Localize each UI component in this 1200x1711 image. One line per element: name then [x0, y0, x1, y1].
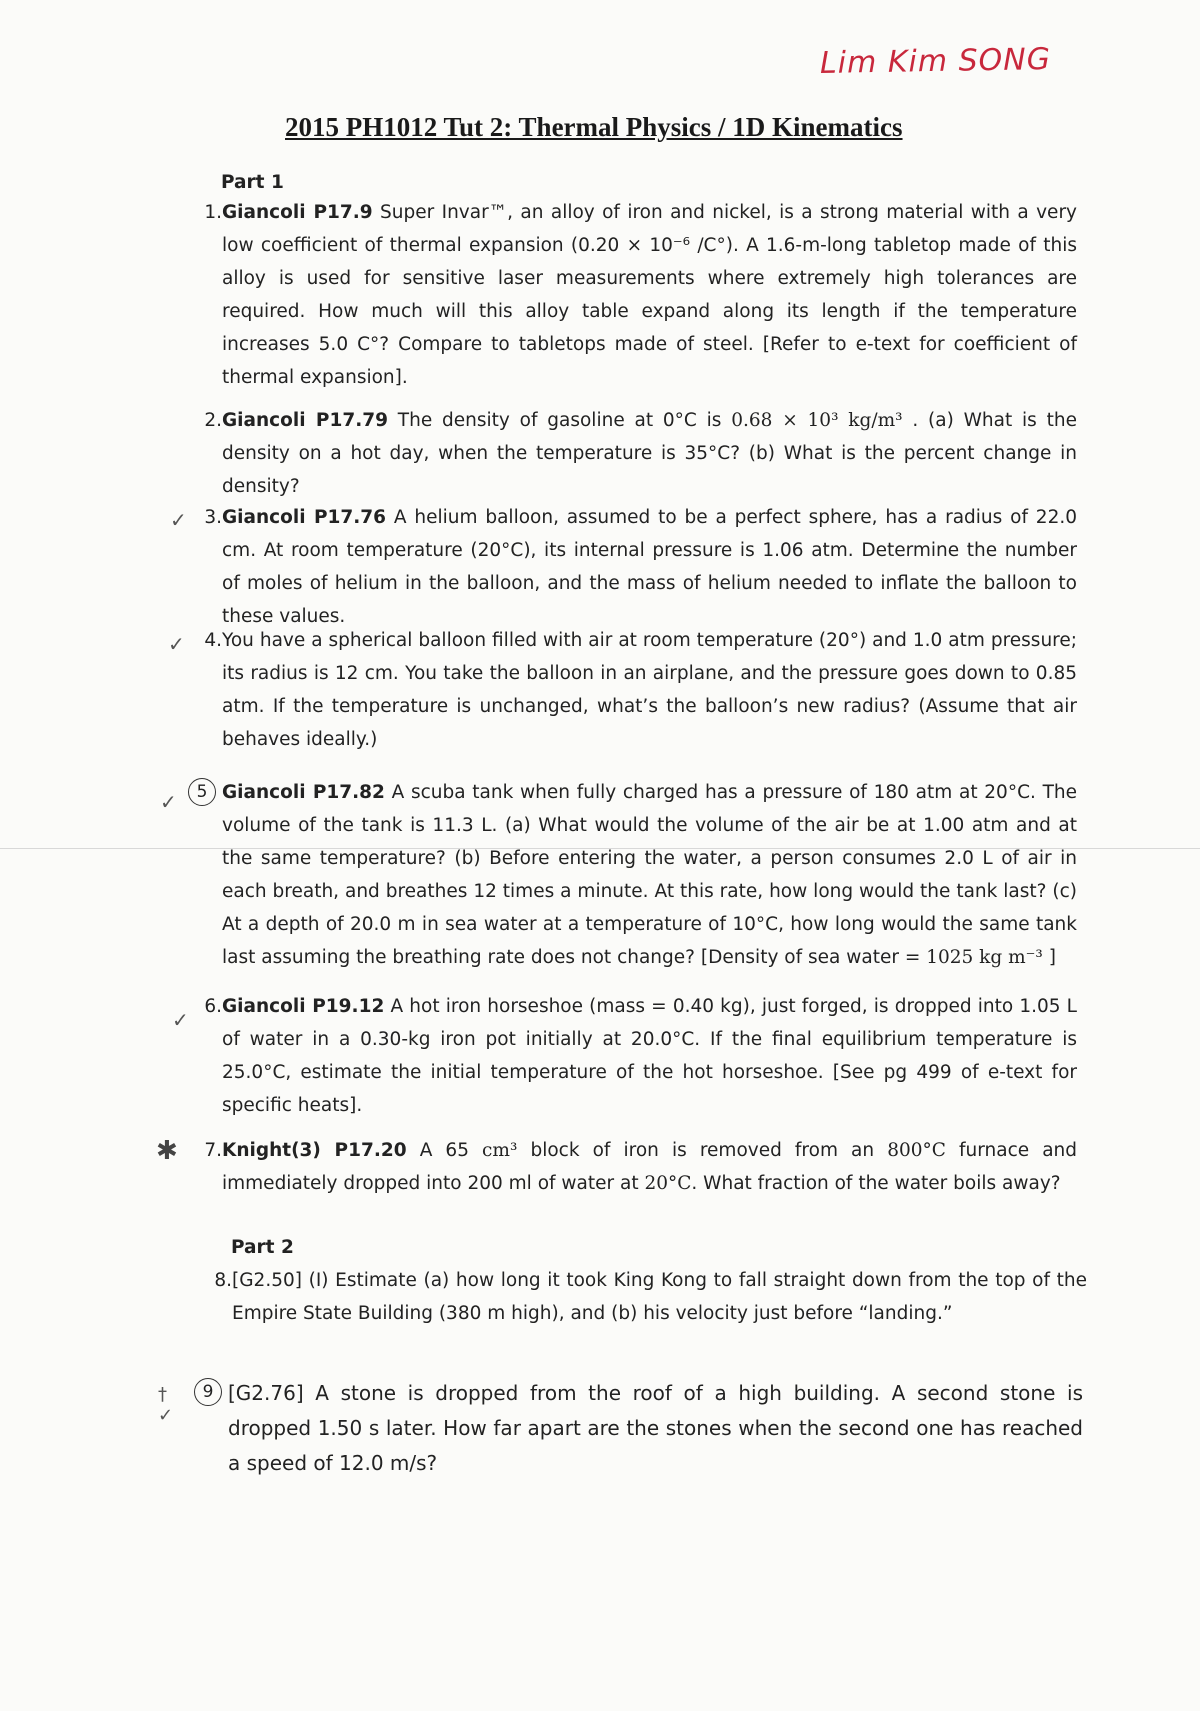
- checkmark-icon: ✓: [168, 632, 185, 656]
- problem-5: [182, 776, 1077, 974]
- problem-body: furnace and immediately dropped into 200 ml of water at: [222, 1140, 1078, 1194]
- problem-body: [G2.76] A stone is dropped from the roof of a high building. A second stone is dropped 1.50 s later. How far apart are the stones when the second one has reached a speed of 12.0 m/s?: [228, 1381, 1083, 1475]
- problem-7: [182, 1134, 1077, 1200]
- problem-text: [228, 1376, 1083, 1481]
- problem-body: ]: [1042, 947, 1056, 968]
- circled-number-icon: 5: [188, 778, 216, 806]
- problem-number: 3.: [204, 507, 222, 528]
- part1-heading: Part 1: [221, 172, 284, 193]
- problem-text: [222, 990, 1077, 1122]
- problem-number: 2.: [204, 410, 222, 431]
- problem-reference: Giancoli P17.9: [222, 202, 373, 223]
- problem-4: [182, 624, 1077, 756]
- asterisk-mark-icon: ✱: [156, 1136, 178, 1166]
- problem-body: You have a spherical balloon filled with air at room temperature (20°) and 1.0 atm pressure; its radius is 12 cm. You take the balloon in an airplane, and the pressure goes down to 0.85 atm. If the temperature is unchanged, what’s the balloon’s new radius? (Assume that air behaves ideally.): [222, 630, 1077, 750]
- problem-3: [182, 501, 1077, 633]
- math-expression: 800°C: [887, 1140, 946, 1161]
- problem-text: [222, 1134, 1077, 1200]
- problem-6: [182, 990, 1077, 1122]
- checkmark-icon: ✓: [170, 508, 187, 532]
- problem-body: block of iron is removed from an: [517, 1140, 888, 1161]
- checkmark-icon: ✓: [172, 1008, 189, 1032]
- problem-reference: Giancoli P19.12: [222, 996, 385, 1017]
- problem-body: The density of gasoline at 0°C is: [387, 410, 732, 431]
- problem-number: 8.: [214, 1270, 232, 1291]
- problem-text: [222, 196, 1077, 394]
- problem-body: . What fraction of the water boils away?: [691, 1173, 1061, 1194]
- math-expression: 0.68 × 10³ kg/m³: [731, 410, 903, 431]
- problem-reference: Giancoli P17.76: [222, 507, 387, 528]
- problem-text: [222, 624, 1077, 756]
- math-expression: 1025 kg m⁻³: [926, 947, 1043, 968]
- math-expression: 20°C: [644, 1173, 692, 1194]
- problem-body: A scuba tank when fully charged has a pressure of 180 atm at 20°C. The volume of the tank is 11.3 L. (a) What would the volume of the air be at 1.00 atm and at the same temperature? (b) Before entering the water, a person consumes 2.0 L of air in each breath, and breathes 12 times a minute. At this rate, how long would the tank last? (c) At a depth of 20.0 m in sea water at a temperature of 10°C, how long would the same tank last assuming the breathing rate does not change? [Density of sea water =: [222, 782, 1077, 968]
- problem-reference: Knight(3) P17.20: [222, 1140, 407, 1161]
- problem-number: 1.: [204, 202, 222, 223]
- problem-body: A helium balloon, assumed to be a perfect sphere, has a radius of 22.0 cm. At room temperature (20°C), its internal pressure is 1.06 atm. Determine the number of moles of helium in the balloon, and the mass of helium needed to inflate the balloon to these values.: [222, 507, 1077, 627]
- part2-heading: Part 2: [231, 1237, 294, 1258]
- handwritten-signature: Lim Kim SONG: [819, 41, 1052, 82]
- problem-2: [182, 404, 1077, 503]
- problem-9: [188, 1376, 1083, 1481]
- problem-1: [182, 196, 1077, 394]
- problem-text: [232, 1264, 1087, 1330]
- problem-reference: Giancoli P17.79: [222, 410, 388, 431]
- problem-reference: Giancoli P17.82: [222, 782, 385, 803]
- problem-body: A 65: [406, 1140, 483, 1161]
- circled-number-icon: 9: [194, 1378, 222, 1406]
- problem-body: A hot iron horseshoe (mass = 0.40 kg), just forged, is dropped into 1.05 L of water in a 0.30-kg iron pot initially at 20.0°C. If the final equilibrium temperature is 25.0°C, estimate the initial temperature of the hot horseshoe. [See pg 499 of e-text for specific heats].: [222, 996, 1077, 1116]
- problem-text: [222, 501, 1077, 633]
- document-title: 2015 PH1012 Tut 2: Thermal Physics / 1D Kinematics: [285, 112, 903, 142]
- handwritten-mark-icon: † ✓: [158, 1384, 174, 1426]
- problem-number: 4.: [204, 630, 222, 651]
- checkmark-icon: ✓: [160, 790, 177, 814]
- problem-text: [222, 776, 1077, 974]
- problem-text: [222, 404, 1077, 503]
- problem-number: 7.: [204, 1140, 222, 1161]
- math-expression: cm³: [482, 1140, 518, 1161]
- problem-number: 6.: [204, 996, 222, 1017]
- problem-body: [G2.50] (I) Estimate (a) how long it took King Kong to fall straight down from the top of the Empire State Building (380 m high), and (b) his velocity just before “landing.”: [232, 1270, 1087, 1324]
- problem-body: Super Invar™, an alloy of iron and nickel, is a strong material with a very low coefficient of thermal expansion (0.20 × 10⁻⁶ /C°). A 1.6-m-long tabletop made of this alloy is used for sensitive laser measurements where extremely high tolerances are required. How much will this alloy table expand along its length if the temperature increases 5.0 C°? Compare to tabletops made of steel. [Refer to e-text for coefficient of thermal expansion].: [222, 202, 1077, 388]
- problem-body: . (a) What is the density on a hot day, when the temperature is 35°C? (b) What is the percent change in density?: [222, 410, 1077, 497]
- problem-8: [192, 1264, 1087, 1330]
